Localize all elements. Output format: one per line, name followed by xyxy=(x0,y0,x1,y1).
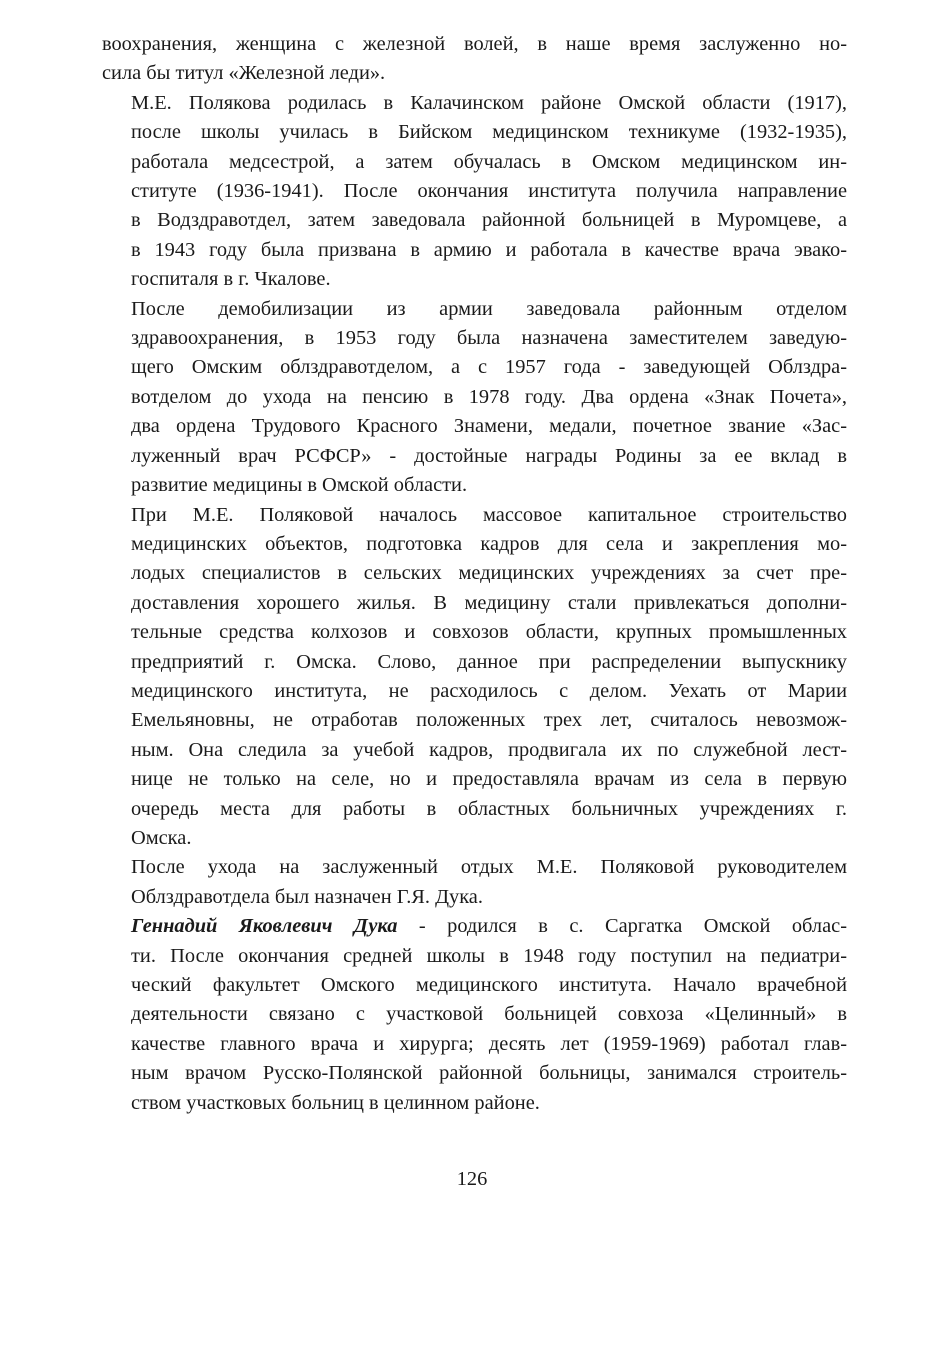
text-line: Омска. xyxy=(131,826,192,849)
text-line: После ухода на заслуженный отдых М.Е. Поляковой руководителем xyxy=(131,856,847,879)
text-line: в Водздравотдел, затем заведовала районной больницей в Муромцеве, а xyxy=(131,209,847,232)
text-line: При М.Е. Поляковой началось массовое капитальное строительство xyxy=(131,503,847,526)
text-line: развитие медицины в Омской области. xyxy=(131,474,468,497)
text-line: воохранения, женщина с железной волей, в наше время заслуженно но- xyxy=(102,33,847,55)
text-line: качестве главного врача и хирурга; десять лет (1959-1969) работал глав- xyxy=(131,1032,847,1055)
paragraph-3 xyxy=(102,295,847,501)
page-number: 126 xyxy=(456,1168,488,1190)
text-line: после школы училась в Бийском медицинском техникуме (1932-1935), xyxy=(131,121,847,144)
text-line: ческий факультет Омского медицинского института. Начало врачебной xyxy=(131,974,847,996)
text-line: лодых специалистов в сельских медицинских учреждениях за счет пре- xyxy=(131,562,847,585)
text-line: деятельности связано с участковой больницей совхоза «Целинный» в xyxy=(131,1003,847,1026)
text-line: щего Омским облздравотделом, а с 1957 года - заведующей Облздра- xyxy=(131,356,847,379)
text-line: Емельяновны, не отработав положенных трех лет, считалось невозмож- xyxy=(131,709,847,732)
text-line: предприятий г. Омска. Слово, данное при распределении выпускнику xyxy=(131,650,847,673)
paragraph-5 xyxy=(102,853,847,912)
page-body xyxy=(102,30,847,1118)
text-line: в 1943 году была призвана в армию и работала в качестве врача эвако- xyxy=(131,238,847,261)
text-line: ти. После окончания средней школы в 1948 году поступил на педиатри- xyxy=(131,944,847,967)
text-line: М.Е. Полякова родилась в Калачинском районе Омской области (1917), xyxy=(131,91,847,114)
paragraph-6 xyxy=(102,912,847,1118)
paragraph-4 xyxy=(102,501,847,854)
text-line: ством участковых больниц в целинном районе. xyxy=(131,1091,540,1114)
text-line: работала медсестрой, а затем обучалась в Омском медицинском ин- xyxy=(131,150,847,173)
text-line: луженный врач РСФСР» - достойные награды Родины за ее вклад в xyxy=(131,444,847,467)
text-fragment: - родился в с. Саргатка Омской облас- xyxy=(397,915,847,938)
text-line: очередь места для работы в областных больничных учреждениях г. xyxy=(131,797,847,820)
text-line-with-name xyxy=(102,912,847,941)
text-line: два ордена Трудового Красного Знамени, медали, почетное звание «Зас- xyxy=(131,415,847,438)
text-line: ституте (1936-1941). После окончания института получила направление xyxy=(131,180,847,203)
text-line: сила бы титул «Железной леди». xyxy=(102,62,386,85)
person-name: Геннадий Яковлевич Дука xyxy=(131,915,398,938)
text-line: здравоохранения, в 1953 году была назначена заместителем заведую- xyxy=(131,327,847,350)
text-line: медицинских объектов, подготовка кадров для села и закрепления мо- xyxy=(131,532,847,555)
text-line: доставления хорошего жилья. В медицину стали привлекаться дополни- xyxy=(131,591,847,614)
paragraph-2 xyxy=(102,89,847,295)
text-line: вотделом до ухода на пенсию в 1978 году. Два ордена «Знак Почета», xyxy=(131,385,847,408)
text-line: медицинского института, не расходилось с делом. Уехать от Марии xyxy=(131,679,847,702)
text-line: госпиталя в г. Чкалове. xyxy=(131,268,331,291)
text-line: Облздравотдела был назначен Г.Я. Дука. xyxy=(131,885,483,908)
text-line: После демобилизации из армии заведовала районным отделом xyxy=(131,297,847,320)
text-line: нице не только на селе, но и предоставляла врачам из села в первую xyxy=(131,768,847,791)
text-line: тельные средства колхозов и совхозов области, крупных промышленных xyxy=(131,621,847,644)
paragraph-1 xyxy=(102,30,847,89)
text-line: ным. Она следила за учебой кадров, продвигала их по служебной лест- xyxy=(131,738,847,761)
text-line: ным врачом Русско-Полянской районной больницы, занимался строитель- xyxy=(131,1062,847,1085)
